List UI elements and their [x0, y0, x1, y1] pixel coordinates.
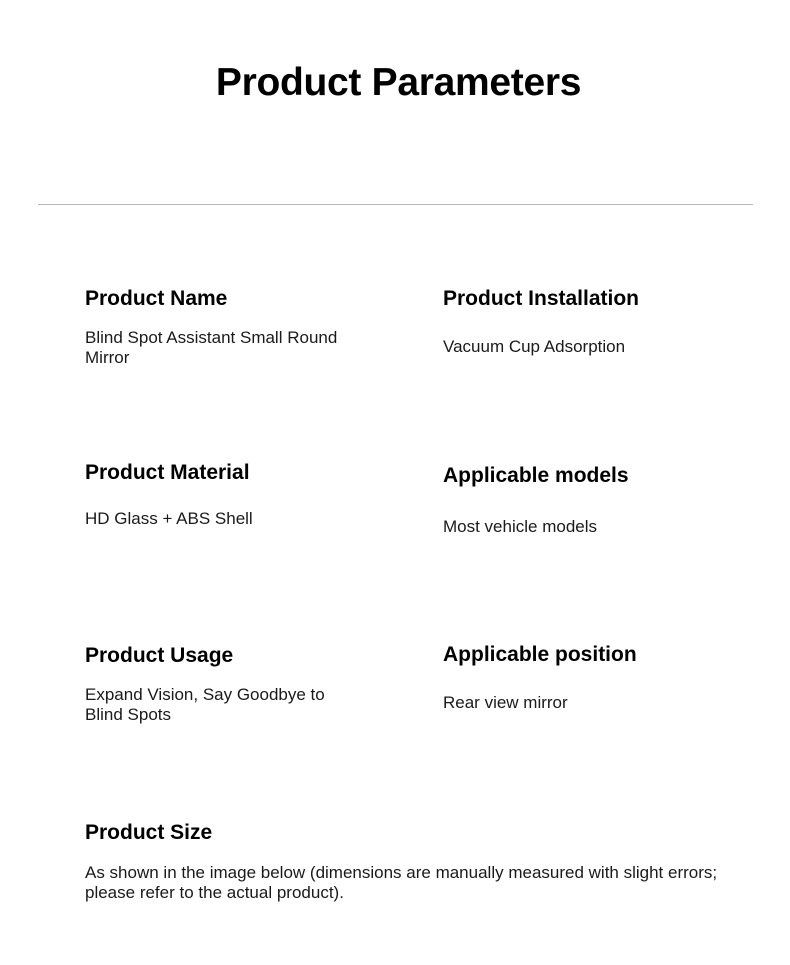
param-value: Vacuum Cup Adsorption [443, 337, 626, 356]
param-label: Product Usage [85, 644, 234, 667]
param-value: Blind Spot Assistant Small Round Mirror [85, 328, 338, 367]
section-divider [38, 204, 753, 205]
param-product-name [85, 287, 345, 368]
param-product-installation [443, 287, 743, 357]
param-value: Expand Vision, Say Goodbye to Blind Spots [85, 685, 325, 724]
param-value: As shown in the image below (dimensions are manually measured with slight errors; please refer to the actual product). [85, 863, 718, 902]
param-applicable-models [443, 464, 743, 537]
param-label: Applicable position [443, 643, 637, 666]
param-value: Most vehicle models [443, 517, 598, 536]
param-label: Product Name [85, 287, 228, 310]
param-product-usage [85, 644, 355, 725]
param-label: Product Installation [443, 287, 640, 310]
param-label: Product Size [85, 821, 213, 844]
page-title: Product Parameters [215, 61, 582, 104]
param-product-material [85, 461, 385, 529]
param-product-size [85, 821, 735, 903]
param-label: Product Material [85, 461, 250, 484]
param-value: Rear view mirror [443, 693, 568, 712]
param-label: Applicable models [443, 464, 629, 487]
param-value: HD Glass + ABS Shell [85, 509, 253, 528]
param-applicable-position [443, 643, 743, 713]
